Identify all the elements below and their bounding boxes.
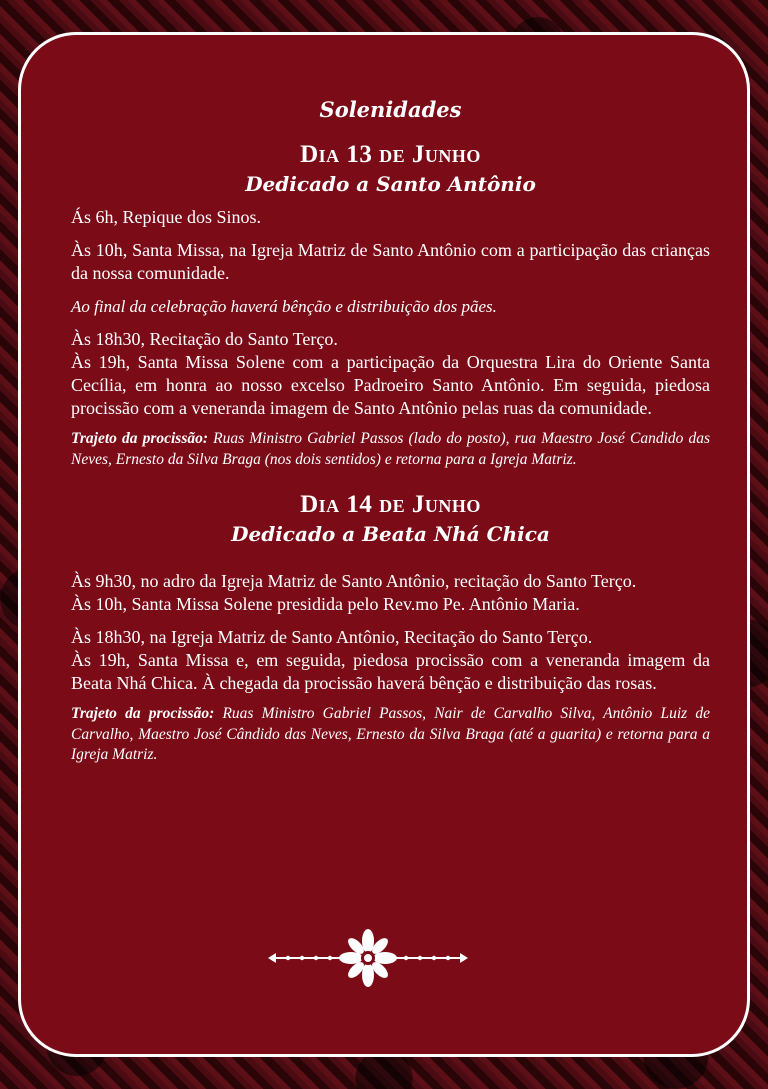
day14-subtitle: Dedicado a Beata Nhá Chica (231, 522, 550, 546)
section-title: Solenidades (319, 97, 462, 122)
day13-paragraph-1: Ás 6h, Repique dos Sinos. (71, 207, 262, 227)
day14-paragraph-4: Às 19h, Santa Missa e, em seguida, piedosa procissão com a veneranda imagem da Beata Nhá Chica. À chegada da procissão haverá bênção e distribuição das rosas. (71, 650, 710, 693)
day13-paragraph-3: Às 18h30, Recitação do Santo Terço. (71, 329, 338, 349)
day13-route-text: Ruas Ministro Gabriel Passos (lado do posto), rua Maestro José Candido das Neves, Ernesto da Silva Braga (nos dois sentidos) e retorna para a Igreja Matriz. (71, 430, 710, 468)
day14-section (71, 490, 710, 766)
day13-route-label: Trajeto da procissão: (71, 430, 209, 447)
day14-title: Dia 14 de Junho (300, 491, 481, 518)
day14-route-text: Ruas Ministro Gabriel Passos, Nair de Carvalho Silva, Antônio Luiz de Carvalho, Maestro José Cândido das Neves, Ernesto da Silva Braga (até a guarita) e retorna para a Igreja Matriz. (71, 705, 710, 763)
content-panel (18, 32, 750, 1057)
day13-paragraph-2: Às 10h, Santa Missa, na Igreja Matriz de Santo Antônio com a participação das crianças da nossa comunidade. (71, 240, 710, 283)
day13-paragraph-4: Às 19h, Santa Missa Solene com a participação da Orquestra Lira do Oriente Santa Cecília, em honra ao nosso excelso Padroeiro Santo Antônio. Em seguida, piedosa procissão com a veneranda imagem de Santo Antônio pelas ruas da comunidade. (71, 352, 710, 418)
day13-route (71, 429, 710, 470)
day13-note: Ao final da celebração haverá bênção e distribuição dos pães. (71, 297, 497, 316)
day13-section (71, 140, 710, 470)
floral-divider-icon (258, 924, 478, 992)
day14-route (71, 704, 710, 766)
day14-paragraph-2: Às 10h, Santa Missa Solene presidida pelo Rev.mo Pe. Antônio Maria. (71, 594, 580, 614)
day14-route-label: Trajeto da procissão: (71, 705, 215, 722)
day14-paragraph-3: Às 18h30, na Igreja Matriz de Santo Antônio, Recitação do Santo Terço. (71, 627, 593, 647)
day13-subtitle: Dedicado a Santo Antônio (245, 172, 536, 196)
content-body (71, 91, 710, 766)
day14-paragraph-1: Às 9h30, no adro da Igreja Matriz de Santo Antônio, recitação do Santo Terço. (71, 571, 637, 591)
day13-title: Dia 13 de Junho (300, 141, 481, 168)
